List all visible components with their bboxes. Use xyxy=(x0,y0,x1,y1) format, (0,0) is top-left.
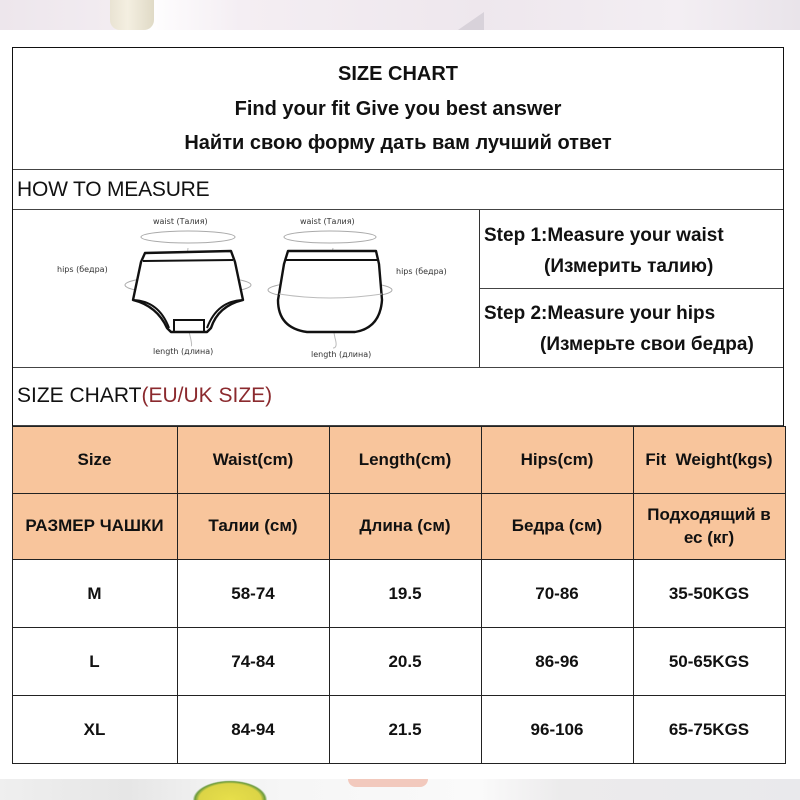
header-length-ru: Длина (см) xyxy=(329,494,481,560)
jar-photo-fragment xyxy=(110,0,154,30)
size-chart-heading-row xyxy=(13,368,783,426)
step-1-english: Step 1:Measure your waist xyxy=(484,225,724,246)
length-cell: 20.5 xyxy=(329,628,481,696)
boxer-waist-label: waist (Талия) xyxy=(300,217,355,226)
header-row-russian xyxy=(12,494,785,560)
page-title: SIZE CHART xyxy=(338,63,458,85)
waist-cell: 84-94 xyxy=(177,696,329,764)
size-chart-sheet xyxy=(12,47,784,763)
header-hips-ru: Бедра (см) xyxy=(481,494,633,560)
measurement-diagram xyxy=(13,210,480,367)
step-2-english: Step 2:Measure your hips xyxy=(484,303,716,324)
header-row-english xyxy=(12,427,785,494)
subtitle-russian: Найти свою форму дать вам лучший ответ xyxy=(184,132,612,154)
table-row xyxy=(12,696,785,764)
size-chart-heading-text: SIZE CHART xyxy=(17,384,142,407)
weight-cell: 65-75KGS xyxy=(633,696,785,764)
size-region-label: (EU/UK SIZE) xyxy=(141,384,273,407)
waist-cell: 74-84 xyxy=(177,628,329,696)
header-waist-ru: Талии (см) xyxy=(177,494,329,560)
product-photo-bottom-strip xyxy=(0,779,800,800)
boxer-hips-label: hips (бедра) xyxy=(396,267,447,276)
waist-cell: 58-74 xyxy=(177,560,329,628)
hips-cell: 86-96 xyxy=(481,628,633,696)
how-to-measure-heading: HOW TO MEASURE xyxy=(17,178,210,201)
header-waist: Waist(cm) xyxy=(177,427,329,494)
brief-waist-label: waist (Талия) xyxy=(153,217,208,226)
step-1-russian: (Измерить талию) xyxy=(544,256,714,277)
length-cell: 19.5 xyxy=(329,560,481,628)
size-table xyxy=(12,426,786,764)
header-size: Size xyxy=(12,427,177,494)
measure-section xyxy=(13,210,783,368)
step-2-russian: (Измерьте свои бедра) xyxy=(540,334,754,355)
brief-underwear-icon xyxy=(113,228,263,348)
boxer-length-label: length (длина) xyxy=(311,350,372,359)
header-length: Length(cm) xyxy=(329,427,481,494)
brief-length-label: length (длина) xyxy=(153,347,214,356)
subtitle-english: Find your fit Give you best answer xyxy=(234,98,562,120)
brief-hips-label: hips (бедра) xyxy=(57,265,108,274)
table-row xyxy=(12,628,785,696)
product-photo-top-strip xyxy=(0,0,800,30)
header-fit-weight: Fit Weight(kgs) xyxy=(633,427,785,494)
header-fit-weight-ru: Подходящий в ес (кг) xyxy=(633,494,785,560)
decor-photo-fragment xyxy=(458,12,484,30)
title-block xyxy=(13,48,783,170)
size-chart-heading xyxy=(17,384,272,408)
table-row xyxy=(12,560,785,628)
size-cell: L xyxy=(12,628,177,696)
lemon-photo-fragment xyxy=(190,779,270,800)
measurement-steps xyxy=(480,210,783,367)
how-to-measure-heading-row xyxy=(13,170,783,210)
length-cell: 21.5 xyxy=(329,696,481,764)
header-size-ru: РАЗМЕР ЧАШКИ xyxy=(12,494,177,560)
header-hips: Hips(cm) xyxy=(481,427,633,494)
weight-cell: 50-65KGS xyxy=(633,628,785,696)
step-2 xyxy=(480,289,783,368)
hips-cell: 96-106 xyxy=(481,696,633,764)
boxer-underwear-icon xyxy=(265,228,400,353)
size-cell: XL xyxy=(12,696,177,764)
step-1 xyxy=(480,210,783,289)
pink-photo-fragment xyxy=(348,779,428,787)
size-cell: M xyxy=(12,560,177,628)
hips-cell: 70-86 xyxy=(481,560,633,628)
weight-cell: 35-50KGS xyxy=(633,560,785,628)
